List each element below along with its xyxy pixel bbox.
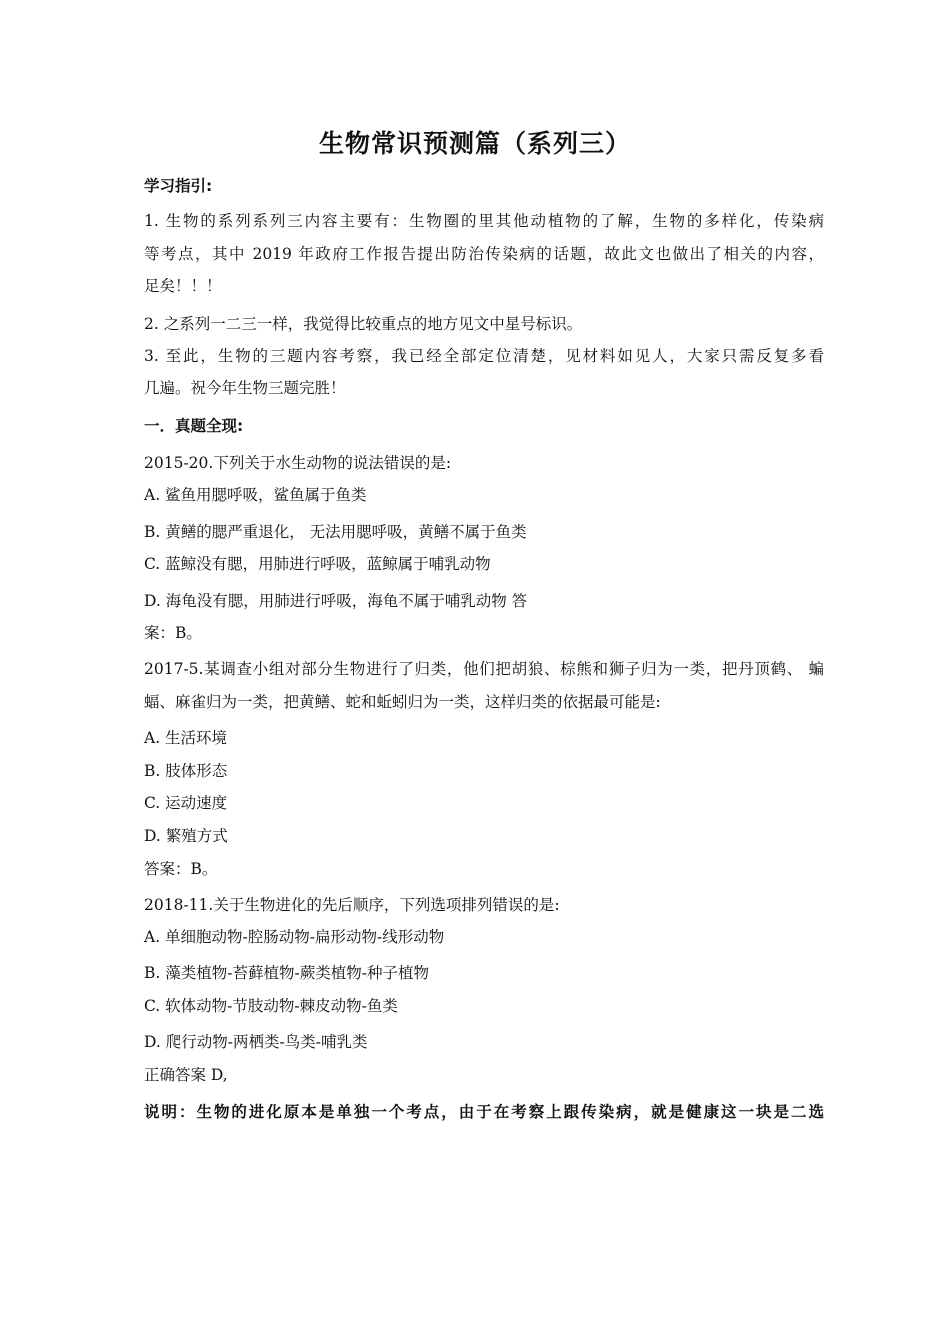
question-2-option-a: A. 生活环境 (144, 729, 228, 747)
question-1-option-d: D. 海龟没有腮，用肺进行呼吸，海龟不属于哺乳动物 答 (144, 592, 528, 610)
question-2-stem-line-2: 蝠、麻雀归为一类，把黄鳝、蛇和蚯蚓归为一类，这样归类的依据最可能是: (144, 693, 661, 711)
section-1-heading: 一．真题全现: (144, 417, 244, 435)
guide-heading: 学习指引: (144, 177, 213, 195)
guide-paragraph-2: 2. 之系列一二三一样，我觉得比较重点的地方见文中星号标识。 (144, 315, 583, 333)
question-3-answer: 正确答案 D, (144, 1066, 228, 1084)
question-1-option-c: C. 蓝鲸没有腮，用肺进行呼吸，蓝鲸属于哺乳动物 (144, 555, 491, 573)
guide-paragraph-3-line-1: 3. 至此，生物的三题内容考察，我已经全部定位清楚，见材料如见人，大家只需反复多看 (144, 347, 824, 365)
guide-paragraph-1-line-3: 足矣！！！ (144, 277, 222, 295)
question-3-option-d: D. 爬行动物-两栖类-鸟类-哺乳类 (144, 1033, 368, 1051)
note-paragraph: 说明：生物的进化原本是单独一个考点，由于在考察上跟传染病，就是健康这一块是二选 (144, 1102, 824, 1121)
question-3-option-a: A. 单细胞动物-腔肠动物-扁形动物-线形动物 (144, 928, 445, 946)
question-3-stem: 2018-11.关于生物进化的先后顺序，下列选项排列错误的是: (144, 896, 560, 914)
question-1-option-a: A. 鲨鱼用腮呼吸，鲨鱼属于鱼类 (144, 486, 367, 504)
question-1-option-b: B. 黄鳝的腮严重退化， 无法用腮呼吸，黄鳝不属于鱼类 (144, 523, 527, 541)
question-1-stem: 2015-20.下列关于水生动物的说法错误的是: (144, 454, 452, 472)
question-3-option-c: C. 软体动物-节肢动物-棘皮动物-鱼类 (144, 997, 398, 1015)
question-2-stem-line-1: 2017-5.某调查小组对部分生物进行了归类，他们把胡狼、棕熊和狮子归为一类，把丹顶鹤、 蝙 (144, 660, 824, 678)
page-title: 生物常识预测篇（系列三） (318, 129, 631, 158)
question-2-answer: 答案：B。 (144, 860, 218, 878)
guide-paragraph-1-line-2: 等考点，其中 2019 年政府工作报告提出防治传染病的话题，故此文也做出了相关的内容， (144, 245, 824, 263)
question-2-option-c: C. 运动速度 (144, 794, 228, 812)
question-2-option-b: B. 肢体形态 (144, 762, 228, 780)
question-1-answer: 案：B。 (144, 624, 202, 642)
question-2-option-d: D. 繁殖方式 (144, 827, 228, 845)
guide-paragraph-3-line-2: 几遍。祝今年生物三题完胜！ (144, 379, 346, 397)
question-3-option-b: B. 藻类植物-苔藓植物-蕨类植物-种子植物 (144, 964, 429, 982)
guide-paragraph-1-line-1: 1. 生物的系列系列三内容主要有：生物圈的里其他动植物的了解，生物的多样化，传染病 (144, 212, 824, 230)
